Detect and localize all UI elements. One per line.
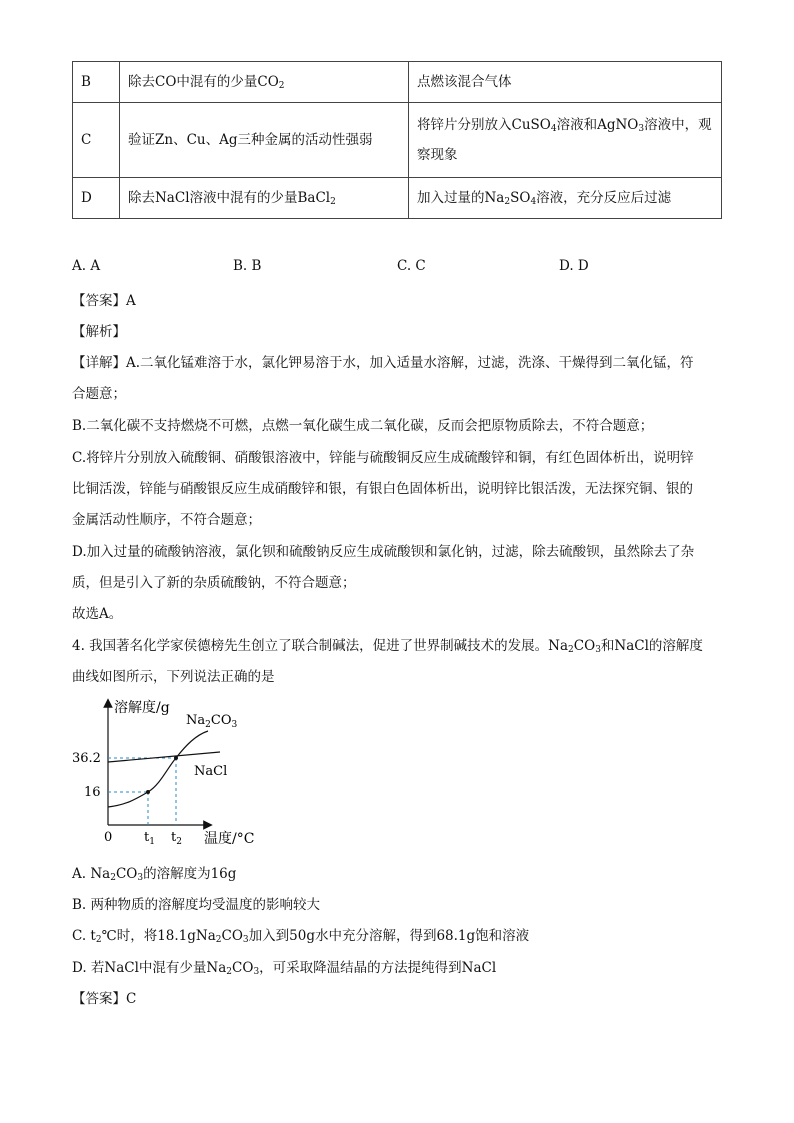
row-method: 加入过量的$Na_2SO_4$溶液，充分反应后过滤 bbox=[409, 178, 722, 219]
options-table bbox=[72, 61, 722, 219]
q4-option-d: D. 若NaCl中混有少量$Na_2CO_3$，可采取降温结晶的方法提纯得到NaCl bbox=[72, 960, 497, 977]
point-t1 bbox=[146, 790, 150, 794]
origin-label: 0 bbox=[104, 830, 113, 845]
detail-a-cont: 合题意； bbox=[72, 386, 126, 402]
table-row bbox=[73, 178, 722, 219]
table-row bbox=[73, 62, 722, 103]
x-tick-t1: $t_1$ bbox=[144, 830, 155, 847]
choice-a: A. A bbox=[72, 258, 101, 274]
q4-answer: 【答案】C bbox=[72, 991, 137, 1007]
x-tick-t2: $t_2$ bbox=[171, 830, 182, 847]
choice-d: D. D bbox=[559, 258, 589, 274]
q4-option-c: C. $t_2℃$时，将$18.1gNa_2CO_3$加入到50g水中充分溶解，得到68.1g饱和溶液 bbox=[72, 928, 530, 945]
y-axis-label: 溶解度/g bbox=[114, 700, 170, 716]
table-row bbox=[73, 103, 722, 178]
row-purpose: 验证Zn、Cu、Ag三种金属的活动性强弱 bbox=[120, 103, 409, 178]
row-key: C bbox=[73, 103, 120, 178]
row-method: 将锌片分别放入CuSO$_4$溶液和AgNO$_3$溶液中，观察现象 bbox=[409, 103, 722, 178]
answer-choices bbox=[72, 258, 722, 278]
row-key: B bbox=[73, 62, 120, 103]
conclusion: 故选A。 bbox=[72, 606, 123, 622]
na2co3-curve bbox=[108, 731, 208, 807]
nacl-legend: NaCl bbox=[194, 764, 228, 779]
detail-c-3: 金属活动性顺序，不符合题意； bbox=[72, 512, 261, 528]
detail-c-1: C.将锌片分别放入硫酸铜、硝酸银溶液中，锌能与硫酸铜反应生成硫酸锌和铜，有红色固体析出，说明锌 bbox=[72, 450, 694, 466]
detail-c-2: 比铜活泼，锌能与硝酸银反应生成硝酸锌和银，有银白色固体析出，说明锌比银活泼，无法探究铜、银的 bbox=[72, 481, 693, 497]
detail-d-1: D.加入过量的硫酸钠溶液，氯化钡和硫酸钠反应生成硫酸钡和氯化钠，过滤，除去硫酸钡，虽然除去了杂 bbox=[72, 544, 695, 560]
y-tick-16: 16 bbox=[84, 785, 101, 800]
q4-stem-line1: 4. 我国著名化学家侯德榜先生创立了联合制碱法，促进了世界制碱技术的发展。$Na_2CO_3$和NaCl的溶解度 bbox=[72, 638, 703, 655]
point-t2 bbox=[174, 756, 178, 760]
x-axis-label: 温度/°C bbox=[204, 831, 255, 847]
nacl-curve bbox=[108, 752, 220, 762]
detail-a: 【详解】A.二氧化锰难溶于水，氯化钾易溶于水，加入适量水溶解，过滤，洗涤、干燥得到二氧化锰，符 bbox=[72, 355, 694, 371]
choice-c: C. C bbox=[397, 258, 426, 274]
row-method: 点燃该混合气体 bbox=[409, 62, 722, 103]
answer-label: 【答案】A bbox=[72, 293, 136, 309]
q4-stem-line2: 曲线如图所示，下列说法正确的是 bbox=[72, 669, 275, 685]
row-purpose: 除去NaCl溶液中混有的少量BaCl$_2$ bbox=[120, 178, 409, 219]
detail-b: B.二氧化碳不支持燃烧不可燃，点燃一氧化碳生成二氧化碳，反而会把原物质除去，不符合题意； bbox=[72, 418, 654, 434]
detail-d-2: 质，但是引入了新的杂质硫酸钠，不符合题意； bbox=[72, 575, 356, 591]
solubility-chart bbox=[68, 695, 268, 855]
q4-option-b: B. 两种物质的溶解度均受温度的影响较大 bbox=[72, 897, 321, 913]
analysis-label: 【解析】 bbox=[72, 324, 126, 340]
q4-option-a: A. $Na_2CO_3$的溶解度为16g bbox=[72, 866, 237, 883]
y-tick-36-2: 36.2 bbox=[72, 751, 101, 766]
na2co3-legend: $Na_2CO_3$ bbox=[186, 713, 238, 730]
choice-b: B. B bbox=[233, 258, 262, 274]
row-key: D bbox=[73, 178, 120, 219]
row-purpose: 除去CO中混有的少量$CO_2$ bbox=[120, 62, 409, 103]
